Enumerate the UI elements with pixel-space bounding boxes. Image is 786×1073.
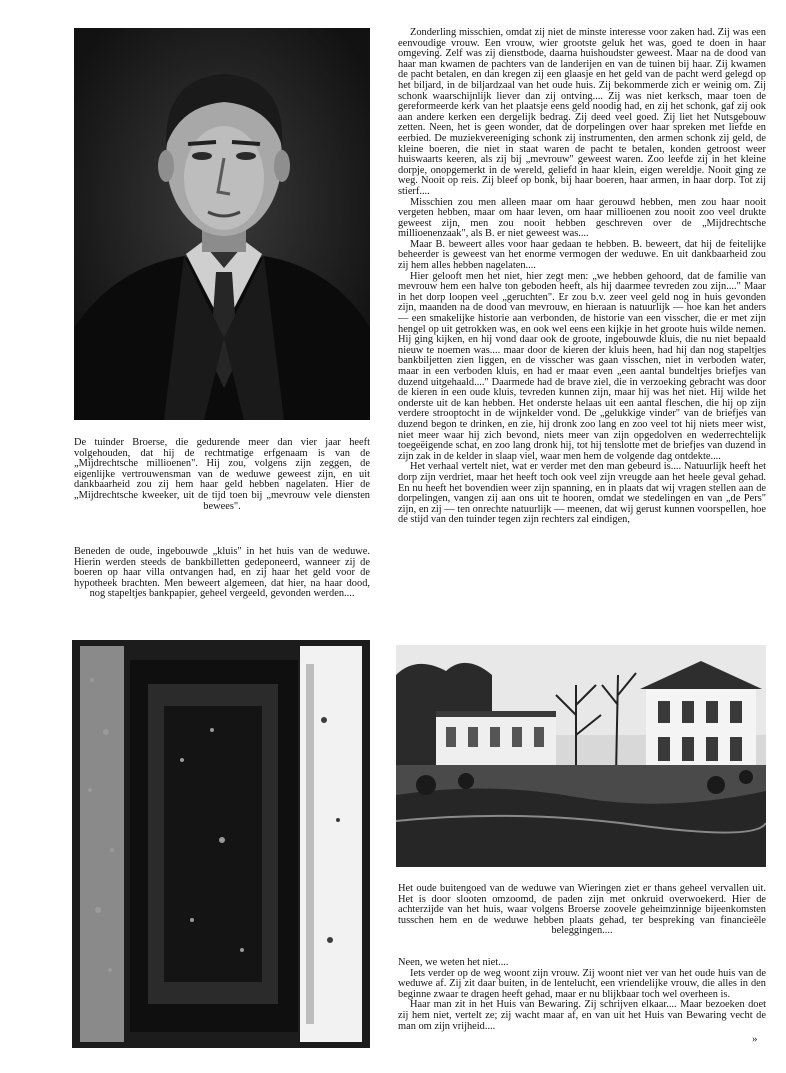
article-paragraph-2: Misschien zou men alleen maar om haar gerouwd hebben, men zou haar nooit vergeten hebben, maar om haar leven, om haar millioenen zou nooit zoo veel drukte geweest zijn, men zou nooit hebben geschreven over de „Mijdrechtsche millioenenzaak", als B. er niet geweest was....	[398, 196, 766, 240]
closing-paragraph-2: Iets verder op de weg woont zijn vrouw. Zij woont niet ver van het oude huis van de weduwe af. Zij zit daar buiten, in de lentelucht, een vriendelijke vrouw, die alles in den beginne zwaar te dragen heeft gehad, maar er nu blijkbaar toch wel overheen is.	[398, 967, 766, 1000]
vault-photo	[72, 640, 370, 1048]
closing-paragraph-1: Neen, we weten het niet....	[398, 957, 509, 968]
house-photo	[396, 645, 766, 867]
house-caption-text: Het oude buitengoed van de weduwe van Wieringen ziet er thans geheel vervallen uit. Het is door slooten omzoomd, de paden zijn met onkruid overwoekerd. Hier de achterzijde van het huis, waar volgens Broerse zoovele geheimzinnige bijeenkomsten tusschen hem en de weduwe hebben plaats gehad, ter bespreking van financieële beleggingen....	[398, 883, 766, 937]
house-caption	[398, 884, 766, 937]
article-paragraph-4: Hier gelooft men het niet, hier zegt men: „we hebben gehoord, dat de familie van mevrouw hem een halve ton geboden heeft, als hij daarmee tevreden zou zijn...." Maar in het dorp loopen veel „geruchten". Er zou b.v. zeer veel geld nog in huis gevonden zijn, maanden na de dood van mevrouw, en hieraan is natuurlijk — hoe kan het anders — een smakelijke historie aan verbonden, de historie van een visscher, die er met zijn hengel op uit getrokken was, en ook wel eens een kijkje in het groote huis wilde nemen. Hij ging kijken, en hij vond daar ook de groote, ingebouwde kluis, die nu niet bepaald nieuw te noemen was.... maar door de kieren der kluis heen, had hij dan nog stapeltjes bankbiljetten zien liggen, en de visscher was gaan visschen, niet in verboden water, maar in een verboden kluis, en had er maar even „een aantal bundeltjes briefjes van duzend uitgehaald...." Daarmede had de brave ziel, die in verzoeking gebracht was door de kieren in een oude kluis, tevreden kunnen zijn, maar hij was het niet. Hij wilde het onderste uit de kan hebben. Het onderste helaas uit een aantal fleschen, die hij op zijn verdere strooptocht in de wijnkelder vond. De „gelukkige vinder" van de briefjes van duzend begon te drinken, en zie, hij dronk zoo lang en zoo veel tot hij niets meer wist, niet meer waar hij zich bevond, niets meer van zijn opgedolven en wederrechtelijk toegeëigende schat, en zoo lang dronk hij, tot hij tenslotte met de briefjes van duzend in zijn zak in de kelder in slaap viel, waar men hem de volgende dag ontdekte....	[398, 270, 766, 462]
portrait-photo	[74, 28, 370, 420]
house-illustration	[396, 645, 766, 867]
portrait-caption-text: De tuinder Broerse, die gedurende meer dan vier jaar heeft volgehouden, dat hij de rechtmatige erfgenaam is van de „Mijdrechtsche millioenen". Hij zou, volgens zijn zeggen, de eigenlijke vertrouwensman van de weduwe geweest zijn, en uit dankbaarheid zou zij hem haar geld hebben nagelaten. Hier de „Mijdrechtsche kweeker, uit de tijd toen bij „mevrouw vele diensten bewees".	[74, 437, 370, 512]
article-paragraph-1: Zonderling misschien, omdat zij niet de minste interesse voor zaken had. Zij was een eenvoudige vrouw. Een vrouw, wier grootste geluk het was, goed te doen in haar omgeving. Zelf was zij dienstbode, daarna huishoudster geweest. Maar na de dood van haar man kwamen de pachters van de landerijen en van de tuinen bij haar. Zij kwamen de pacht betalen, en dan kregen zij een glaasje en het geld van de pacht werd gelegd op het biljard, in de biljardzaal van het oude huis. Zij bekommerde zich er weinig om. Zij schonk waarschijnlijk liever dan zij ontving.... Zij was niet kerksch, maar toen de gereformeerde kerk van het plaatsje eens geld noodig had, en zij het schonk, gaf zij ook aan andere kerken een dergelijk bedrag. Zij deed veel goed. Zij liet het Nutsgebouw zetten. Neen, het is geen wonder, dat de dorpelingen over haar spreken met liefde en eerbied. De muziekvereeniging schonk zij instrumenten, den armen schonk zij geld, de kleine boeren, die niet in staat waren de pacht te betalen, konden getroost weer huiswaarts keeren, als zij bij „mevrouw" geweest waren. Zoo leefde zij in het kleine dorpje, onopgemerkt in de wereld, geliefd in haar klein, eigen wereldje. Nooit ging ze weg. Nooit op reis. Zij bleef op bonk, bij haar boeren, haar armen, in haar dorp. Tot zij stierf....	[398, 27, 766, 197]
article-body	[398, 28, 766, 526]
portrait-caption	[74, 438, 370, 512]
article-paragraph-3: Maar B. beweert alles voor haar gedaan te hebben. B. beweert, dat hij de feitelijke beheerder is geweest van het enorme vermogen der weduwe. En uit dankbaarheid zou zij hem alles hebben nagelaten....	[398, 238, 766, 272]
article-paragraph-5: Het verhaal vertelt niet, wat er verder met den man gebeurd is.... Natuurlijk heeft het dorp zijn verdriet, maar het heeft toch ook veel zijn vreugde aan het heele geval gehad. En nu heeft het bovendien weer zijn spanning, en in plaats dat wij vragen stellen aan de dorpelingen, vangen zij aan ons uit te hooren, omdat we stedelingen en van „de Pers" zijn, en zij — ten onrechte natuurlijk — meenen, dat wij gerust kunnen voorspellen, hoe de stijd van den tuinder tegen zijn rechters zal eindigen,	[398, 461, 766, 526]
vault-illustration	[72, 640, 370, 1048]
end-mark: »	[752, 1033, 758, 1045]
vault-caption-text: Beneden de oude, ingebouwde „kluis" in het huis van de weduwe. Hierin werden steeds de bankbilletten gedeponeerd, wanneer zij de boeren op haar villa ontvangen had, en zij haar het geld voor de hypotheek brachten. Men beweert algemeen, dat hier, na haar dood, nog stapeltjes bankpapier, geheel vergeeld, gevonden werden....	[74, 546, 370, 600]
closing-paragraph-3: Haar man zit in het Huis van Bewaring. Zij schrijven elkaar.... Maar bezoeken doet zij hem niet, vertelt ze; zij wacht maar af, en van uit het Huis van Bewaring vecht de man om zijn vrijheid....	[398, 999, 766, 1032]
portrait-illustration	[74, 28, 370, 420]
vault-caption	[74, 547, 370, 600]
closing-body	[398, 958, 766, 1032]
